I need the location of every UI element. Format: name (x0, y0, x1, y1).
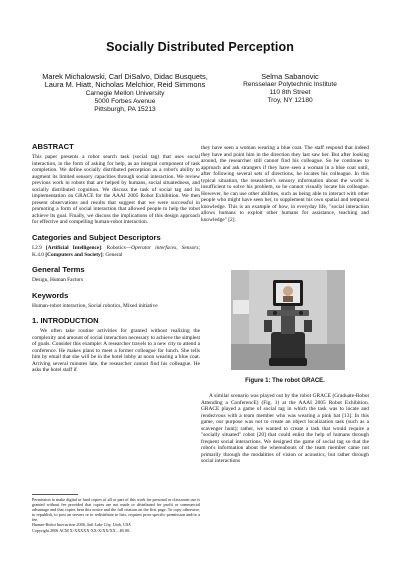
keywords-section (32, 291, 200, 310)
right-column-bottom (201, 393, 369, 465)
abstract-heading: ABSTRACT (32, 142, 74, 151)
address-rpi: 110 8th Street (269, 89, 311, 97)
categories-text: I.2.9 [Artificial Intelligence]: Robotics—Operator interfaces, Sensors; K.4.0 [Computers and Society]: General (32, 245, 200, 258)
affiliation-rpi: Rensselaer Polytechnic Institute (243, 81, 337, 89)
author-names-cmu: Marek Michalowski, Carl DiSalvo, Didac Busquets, Laura M. Hiatt, Nicholas Melchior, Reid Simmons (42, 72, 208, 90)
general-terms-heading: General Terms (32, 265, 85, 275)
right-column (201, 145, 369, 224)
author-names-rpi: Selma Sabanovic (261, 72, 319, 81)
city-cmu: Pittsburgh, PA 15213 (94, 105, 156, 113)
author-block-cmu (40, 73, 210, 114)
general-terms-text: Design, Human Factors (32, 277, 84, 284)
categories-heading: Categories and Subject Descriptors (32, 233, 161, 243)
figure-caption: Figure 1: The robot GRACE. (245, 378, 325, 384)
left-column (32, 142, 200, 381)
permission-notice (32, 494, 200, 533)
affiliation-cmu: Carnegie Mellon University (85, 89, 165, 97)
robot-grace-photo (231, 270, 345, 370)
keywords-text: Human-robot interaction, Social robotics, Mixed initiative (32, 302, 158, 309)
footnote-rule (32, 494, 78, 495)
introduction-text: We often take routine activities for granted without realizing the complexity and amount of social interaction necessary to achieve the simplest of goals. Consider this example: A researcher travels to a new city to attend a conference. He makes plans to meet a former colleague for lunch. She tells him by email that she will be in the hotel lobby at noon wearing a blue coat. Arriving several minutes late, the researcher cannot find his colleague. He asks the hotel staff if (32, 328, 200, 374)
author-block-rpi (215, 73, 365, 105)
permission-text: Permission to make digital or hard copies of all or part of this work for personal or classroom use is granted without fee provided that copies are not made or distributed for profit or commercial advantage and that copies bear this notice and the full citation on the first page. To copy otherwise, to republish, to post on servers or to redistribute to lists, requires prior specific permission and/or a fee. (32, 497, 200, 523)
copyright-text: Copyright 2006 ACM X-XXXXX-XX-X/XX/XX ...$5.00. (32, 527, 131, 533)
keywords-heading: Keywords (32, 290, 69, 300)
paper-title: Socially Distributed Perception (106, 40, 294, 54)
introduction-heading: 1. INTRODUCTION (32, 316, 99, 326)
abstract-text: This paper presents a robot search task (social tag) that uses social interaction, in the form of asking for help, as an integral component of task completion. We define socially distributed perception as a robot's ability to augment its limited sensory capacities through social interaction. We review previous work in robots that are helped by humans, social situatedness, and socially distributed cognition. We discuss the task of social tag and its implementation on GRACE for the AAAI 2005 Robot Exhibition. We then present observations and results that suggest that we were successful in promoting a form of social interaction that allowed people to help the robot achieve its goal. Finally, we discuss the implications of this design approach for effective and compelling human-robot interaction. (32, 154, 200, 226)
general-terms-section (32, 265, 200, 284)
categories-section (32, 233, 200, 258)
venue-text: Human-Robot Interaction 2006, Salt Lake City, Utah, USA (32, 522, 131, 528)
address-cmu: 5000 Forbes Avenue (94, 97, 156, 105)
abstract-section (32, 142, 200, 226)
introduction-section (32, 316, 200, 374)
right-column-bottom-text: A similar scenario was played out by the robot GRACE (Graduate-Robot Attending a ConferencE) (Fig. 1) at the AAAI 2005 Robot Exhibition. GRACE played a game of social tag in which the task was to locate and rendezvous with a team member who was wearing a pink hat [13]. In this game, our purpose was not to create an object localization task (such as a scavenger hunt); rather, we wanted to create a task that would require a "socially situated" robot [20] that could enlist the help of humans through frequent social interactions. We designed the game of social tag so that the robot's information about the whereabouts of the team member came not primarily through the modalities of vision or acoustics, but rather through social interactions (201, 393, 369, 465)
city-rpi: Troy, NY 12180 (267, 97, 313, 105)
right-column-top-text: they have seen a woman wearing a blue coat. The staff respond that indeed they have and point him in the direction they last saw her. But after looking around, the researcher still cannot find his colleague. So he continues to approach and ask strangers if they have seen a woman in a blue coat until, after following several sets of directions, he locates his colleague. In this typical situation, the researcher's sensory information about the world is insufficient to solve his problem, so he cannot visually locate his colleague. However, he can use other abilities, such as being able to interact with other people who might have seen her, to supplement his own spatial and temporal knowledge. This is an example of how, in everyday life, "social interaction allows humans to exploit other humans for assistance, teaching and knowledge" [2]. (201, 145, 369, 224)
robot-grace-illustration (231, 270, 345, 370)
